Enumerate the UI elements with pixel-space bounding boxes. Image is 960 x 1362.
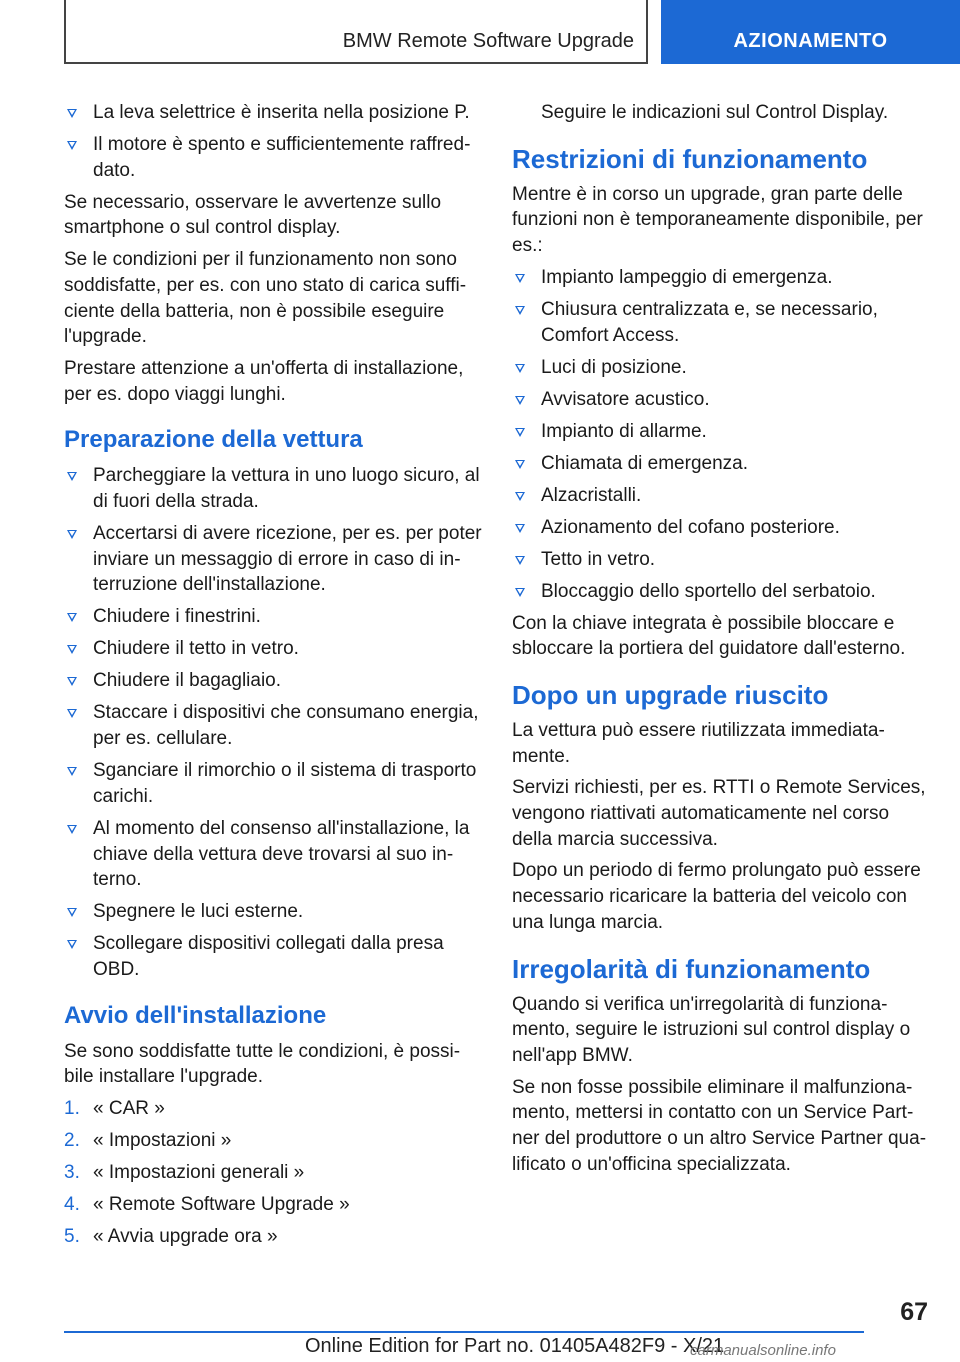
- header-section-label: AZIONAMENTO: [733, 30, 888, 52]
- triangle-bullet-icon: [515, 588, 525, 597]
- header-title-box: [64, 0, 648, 64]
- list-item: Impianto di allarme.: [512, 419, 928, 445]
- triangle-bullet-icon: [67, 677, 77, 686]
- list-item: Chiudere il bagagliaio.: [64, 668, 482, 694]
- header-section-tab: [661, 0, 960, 64]
- step-item: 1. « CAR »: [64, 1096, 482, 1122]
- paragraph: Servizi richiesti, per es. RTTI o Remote Services, vengono riattivati automaticamente nel corso della marcia successiva.: [512, 777, 926, 850]
- paragraph: Con la chiave integrata è possibile bloccare e sbloccare la portiera del guidatore dall'esterno.: [512, 612, 906, 660]
- triangle-bullet-icon: [67, 645, 77, 654]
- paragraph: Se le condizioni per il funzionamento non sono soddisfatte, per es. con uno stato di carica sufficiente della batteria, non è possibile eseguire l'upgrade.: [64, 249, 467, 348]
- list-item: Sganciare il rimorchio o il sistema di trasporto carichi.: [64, 758, 482, 809]
- list-item: Spegnere le luci esterne.: [64, 899, 482, 925]
- list-item: Azionamento del cofano posteriore.: [512, 515, 928, 541]
- paragraph: Se non fosse possibile eliminare il malfunzionamento, mettersi in contatto con un Service Partner del produttore o un altro Service Partner qualificato o un'officina specializzata.: [512, 1076, 927, 1175]
- step-number: 1.: [64, 1098, 80, 1120]
- paragraph: Mentre è in corso un upgrade, gran parte delle funzioni non è temporaneamente disponibile, per es.:: [512, 183, 923, 257]
- list-item: Il motore è spento e sufficientemente raffreddato.: [64, 132, 482, 183]
- list-item: Luci di posizione.: [512, 355, 928, 381]
- left-column: [64, 100, 482, 1256]
- triangle-bullet-icon: [515, 364, 525, 373]
- heading-avvio: Avvio dell'installazione: [64, 1001, 327, 1029]
- triangle-bullet-icon: [515, 524, 525, 533]
- page-number: 67: [900, 1298, 928, 1326]
- footer-watermark: carmanualsonline.info: [690, 1342, 836, 1359]
- paragraph: Quando si verifica un'irregolarità di funzionamento, seguire le istruzioni sul control display o nell'app BMW.: [512, 993, 911, 1066]
- triangle-bullet-icon: [67, 613, 77, 622]
- list-item: Accertarsi di avere ricezione, per es. per poter inviare un messaggio di errore in caso di interruzione dell'installazione.: [64, 521, 482, 598]
- step-number: 4.: [64, 1194, 80, 1216]
- list-item: Impianto lampeggio di emergenza.: [512, 265, 928, 291]
- triangle-bullet-icon: [67, 109, 77, 118]
- triangle-bullet-icon: [515, 306, 525, 315]
- paragraph: Dopo un periodo di fermo prolungato può essere necessario ricaricare la batteria del veicolo con una lunga marcia.: [512, 860, 921, 933]
- triangle-bullet-icon: [515, 460, 525, 469]
- heading-preparazione: Preparazione della vettura: [64, 426, 363, 454]
- list-item: Parcheggiare la vettura in uno luogo sicuro, al di fuori della strada.: [64, 463, 482, 514]
- paragraph: Se sono soddisfatte tutte le condizioni, è possibile installare l'upgrade.: [64, 1040, 461, 1088]
- preparation-list: [64, 463, 482, 982]
- list-item: Tetto in vetro.: [512, 547, 928, 573]
- list-item: Alzacristalli.: [512, 483, 928, 509]
- list-item: Chiusura centralizzata e, se necessario, Comfort Access.: [512, 297, 928, 348]
- triangle-bullet-icon: [67, 908, 77, 917]
- header-title: BMW Remote Software Upgrade: [342, 30, 634, 52]
- paragraph: Se necessario, osservare le avvertenze sullo smartphone o sul control display.: [64, 191, 442, 239]
- list-item: La leva selettrice è inserita nella posizione P.: [64, 100, 482, 126]
- triangle-bullet-icon: [515, 556, 525, 565]
- triangle-bullet-icon: [67, 472, 77, 481]
- steps-list: [64, 1096, 482, 1250]
- triangle-bullet-icon: [515, 428, 525, 437]
- triangle-bullet-icon: [67, 940, 77, 949]
- triangle-bullet-icon: [67, 709, 77, 718]
- step-item: 3. « Impostazioni generali »: [64, 1160, 482, 1186]
- triangle-bullet-icon: [67, 141, 77, 150]
- triangle-bullet-icon: [67, 825, 77, 834]
- paragraph: La vettura può essere riutilizzata immediatamente.: [512, 719, 885, 767]
- list-item: Al momento del consenso all'installazione, la chiave della vettura deve trovarsi al suo interno.: [64, 816, 482, 893]
- step-number: 3.: [64, 1162, 80, 1184]
- footer-divider: [64, 1331, 864, 1333]
- heading-irregolarita: Irregolarità di funzionamento: [512, 953, 871, 984]
- conditions-list: [64, 100, 482, 183]
- right-column: [512, 100, 928, 1183]
- step-continuation: Seguire le indicazioni sul Control Display.: [541, 102, 889, 123]
- list-item: Chiamata di emergenza.: [512, 451, 928, 477]
- triangle-bullet-icon: [515, 492, 525, 501]
- paragraph: Prestare attenzione a un'offerta di installazione, per es. dopo viaggi lunghi.: [64, 357, 464, 405]
- list-item: Chiudere i finestrini.: [64, 604, 482, 630]
- list-item: Bloccaggio dello sportello del serbatoio.: [512, 579, 928, 605]
- restrictions-list: [512, 265, 928, 604]
- triangle-bullet-icon: [515, 396, 525, 405]
- list-item: Chiudere il tetto in vetro.: [64, 636, 482, 662]
- triangle-bullet-icon: [67, 767, 77, 776]
- triangle-bullet-icon: [515, 274, 525, 283]
- step-number: 2.: [64, 1130, 80, 1152]
- step-item: 4. « Remote Software Upgrade »: [64, 1192, 482, 1218]
- heading-restrizioni: Restrizioni di funzionamento: [512, 143, 868, 174]
- step-item: 5. « Avvia upgrade ora »: [64, 1224, 482, 1250]
- step-item: 2. « Impostazioni »: [64, 1128, 482, 1154]
- triangle-bullet-icon: [67, 530, 77, 539]
- list-item: Avvisatore acustico.: [512, 387, 928, 413]
- step-number: 5.: [64, 1226, 80, 1248]
- list-item: Scollegare dispositivi collegati dalla presa OBD.: [64, 931, 482, 982]
- heading-dopo-upgrade: Dopo un upgrade riuscito: [512, 679, 829, 710]
- list-item: Staccare i dispositivi che consumano energia, per es. cellulare.: [64, 700, 482, 751]
- footer-edition: Online Edition for Part no. 01405A482F9 - X/21: [305, 1335, 725, 1357]
